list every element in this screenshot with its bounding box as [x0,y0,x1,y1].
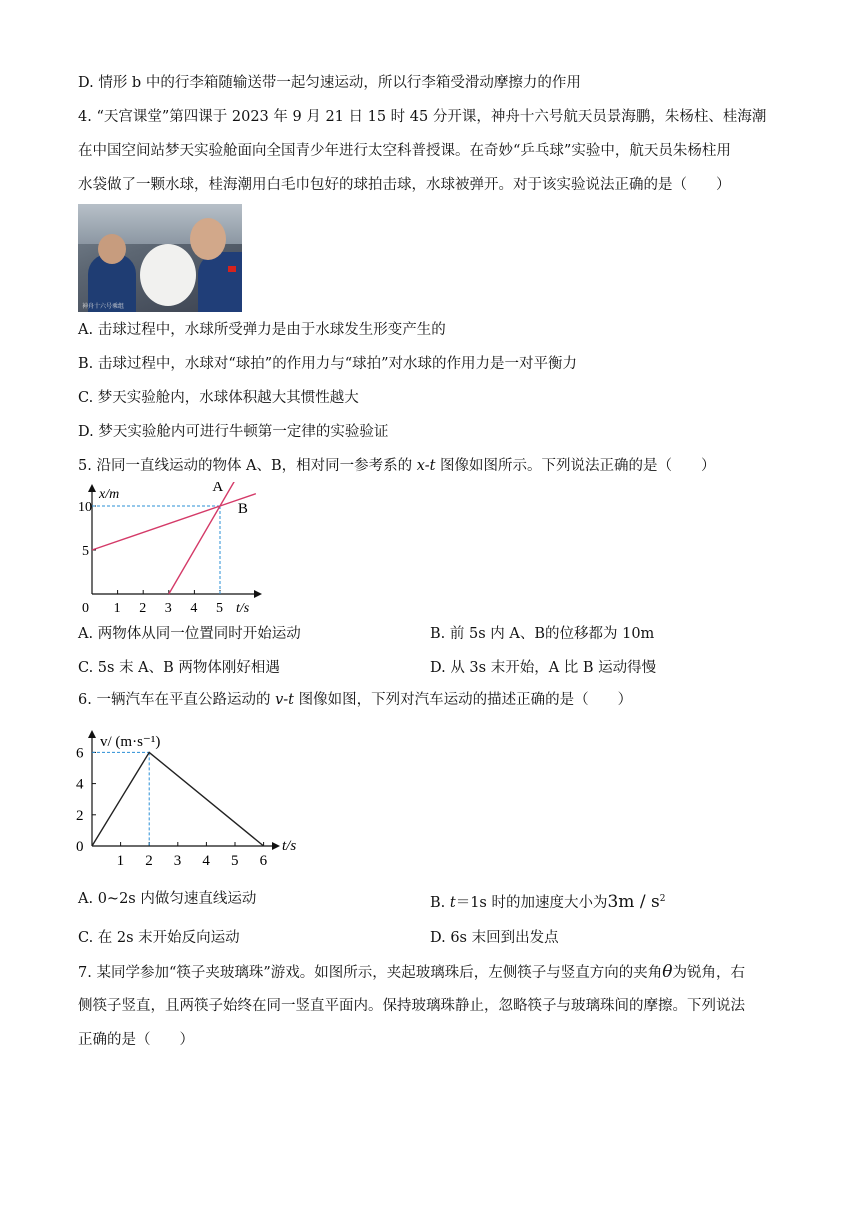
q4-option-c: C. 梦天实验舱内，水球体积越大其惯性越大 [78,390,359,406]
q6-option-a: A. 0~2s 内做匀速直线运动 [78,891,257,907]
series-label-B: B [237,501,248,518]
q7-stem-line3: 正确的是（ ） [78,1032,194,1048]
water-ball-image [140,244,196,306]
series-line-B [92,494,256,550]
y-tick-label: 10 [78,500,92,515]
q3-option-d: D. 情形 b 中的行李箱随输送带一起匀速运动，所以行李箱受滑动摩擦力的作用 [78,75,581,91]
series-line-0 [92,752,264,846]
y-tick-label: 0 [76,839,84,855]
q7-stem-post: 为锐角，右 [672,965,746,981]
q5-option-d: D. 从 3s 末开始，A 比 B 运动得慢 [430,660,657,676]
x-axis-label: t/s [236,601,250,616]
q7-stem-line1 [78,962,745,983]
series-label-A: A [212,482,224,496]
y-tick-label: 2 [76,807,84,824]
x-tick-label: 4 [202,853,210,869]
q5-stem-pre: 5. 沿同一直线运动的物体 A、B，相对同一参考系的 [78,458,417,474]
y-axis-label: x/m [99,487,120,502]
vt-graph [74,726,314,872]
x-tick-label: 4 [190,601,198,616]
x-axis-arrow [254,590,262,598]
q4-stem-line2: 在中国空间站梦天实验舱面向全国青少年进行太空科普授课。在奇妙“乒乓球”实验中，航天员朱杨柱用 [78,143,731,159]
q6b-value: 3m / s [607,891,660,912]
astronaut-photo [78,204,242,312]
q5-stem-post: 图像如图所示。下列说法正确的是（ ） [435,458,716,474]
q6-stem-post: 图像如图，下列对汽车运动的描述正确的是（ ） [293,692,633,708]
q7-stem-line2: 侧筷子竖直，且两筷子始终在同一竖直平面内。保持玻璃珠静止，忽略筷子与玻璃珠间的摩擦。下列说法 [78,998,745,1014]
q6-stem [78,690,632,710]
x-tick-label: 1 [113,601,121,616]
x-tick-label: 6 [259,853,268,869]
x-tick-label: 1 [116,853,125,869]
q6-stem-var: v-t [275,692,294,708]
q6-option-d: D. 6s 末回到出发点 [430,930,559,946]
q6b-exponent: 2 [659,894,666,904]
y-tick-label: 5 [82,544,89,559]
x-tick-label: 0 [82,601,89,616]
q5-stem [78,456,716,476]
y-axis-arrow [88,484,96,492]
y-axis-label: v/ (m·s⁻¹) [100,734,161,750]
q6-stem-pre: 6. 一辆汽车在平直公路运动的 [78,692,276,708]
q6-option-c: C. 在 2s 末开始反向运动 [78,930,240,946]
q4-option-d: D. 梦天实验舱内可进行牛顿第一定律的实验验证 [78,424,389,440]
x-tick-label: 3 [164,601,172,616]
x-axis-label: t/s [282,838,297,854]
q5-stem-var: x-t [416,458,436,474]
q6-option-b [430,889,665,913]
x-tick-label: 2 [145,853,153,869]
q5-option-a: A. 两物体从同一位置同时开始运动 [78,626,301,642]
q4-stem-line3: 水袋做了一颗水球，桂海潮用白毛巾包好的球拍击球，水球被弹开。对于该实验说法正确的是（ ） [78,177,731,193]
q4-option-a: A. 击球过程中，水球所受弹力是由于水球发生形变产生的 [78,322,446,338]
x-tick-label: 5 [216,601,223,616]
q5-option-c: C. 5s 末 A、B 两物体刚好相遇 [78,660,280,676]
x-tick-label: 5 [231,853,239,869]
series-line-A [169,482,236,594]
q6b-mid: ＝1s 时的加速度大小为 [455,894,608,911]
q6b-t: t [449,894,456,911]
q7-stem-pre: 7. 某同学参加“筷子夹玻璃珠”游戏。如图所示，夹起玻璃珠后，左侧筷子与竖直方向的夹角 [78,965,663,981]
photo-caption: 神舟十六号乘组 [82,303,125,310]
x-tick-label: 2 [139,601,147,616]
xt-graph [78,482,278,618]
y-tick-label: 4 [76,776,84,793]
q4-stem-line1: 4. “天宫课堂”第四课于 2023 年 9 月 21 日 15 时 45 分开课，神舟十六号航天员景海鹏，朱杨柱、桂海潮 [78,109,767,125]
y-axis-arrow [88,730,96,738]
q7-theta: θ [662,962,673,982]
q5-option-b: B. 前 5s 内 A、B的位移都为 10m [430,626,655,642]
x-tick-label: 3 [173,853,182,869]
q6b-pre: B. [430,894,450,911]
x-axis-arrow [272,842,280,850]
y-tick-label: 6 [76,745,84,762]
q4-option-b: B. 击球过程中，水球对“球拍”的作用力与“球拍”对水球的作用力是一对平衡力 [78,356,578,372]
